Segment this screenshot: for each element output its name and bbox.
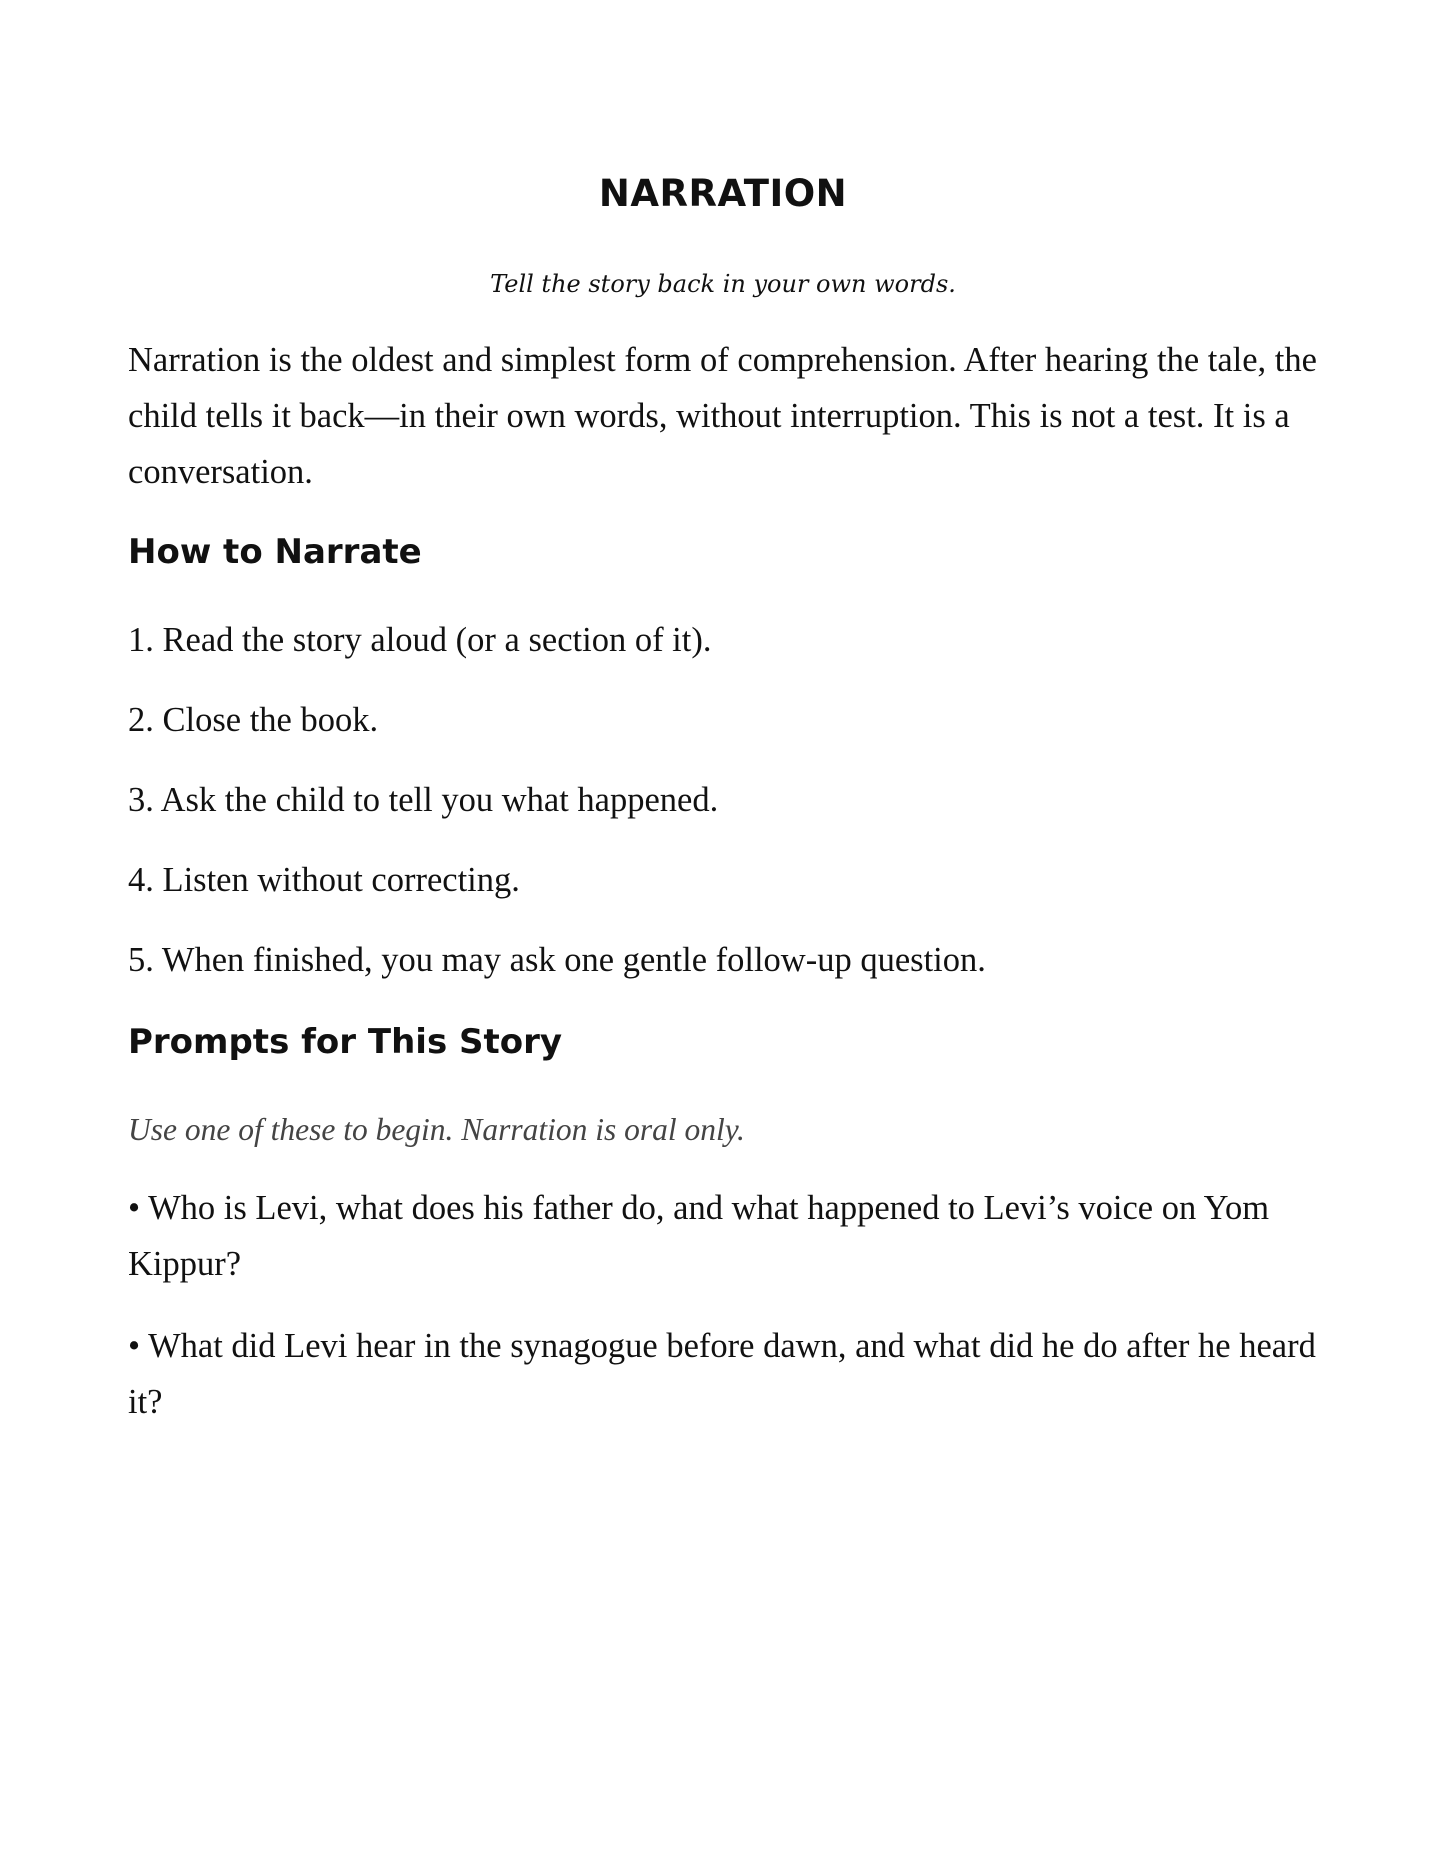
intro-paragraph: Narration is the oldest and simplest form of comprehension. After hearing the tale, the child tells it back—in their own words, without interruption. This is not a test. It is a conversation. (128, 341, 1317, 491)
prompt-item: • What did Levi hear in the synagogue before dawn, and what did he do after he heard it? (128, 1327, 1316, 1421)
prompts-note: Use one of these to begin. Narration is oral only. (128, 1112, 745, 1147)
step-item: 2. Close the book. (128, 701, 379, 739)
how-to-narrate-heading: How to Narrate (128, 532, 422, 572)
step-item: 4. Listen without correcting. (128, 861, 520, 899)
page-title: NARRATION (598, 172, 848, 215)
step-item: 5. When finished, you may ask one gentle follow-up question. (128, 941, 986, 979)
prompt-item: • Who is Levi, what does his father do, and what happened to Levi’s voice on Yom Kippur? (128, 1189, 1270, 1283)
step-item: 1. Read the story aloud (or a section of it). (128, 621, 712, 659)
page-subtitle: Tell the story back in your own words. (490, 270, 956, 298)
step-item: 3. Ask the child to tell you what happened. (128, 781, 719, 819)
prompts-heading: Prompts for This Story (128, 1022, 563, 1062)
